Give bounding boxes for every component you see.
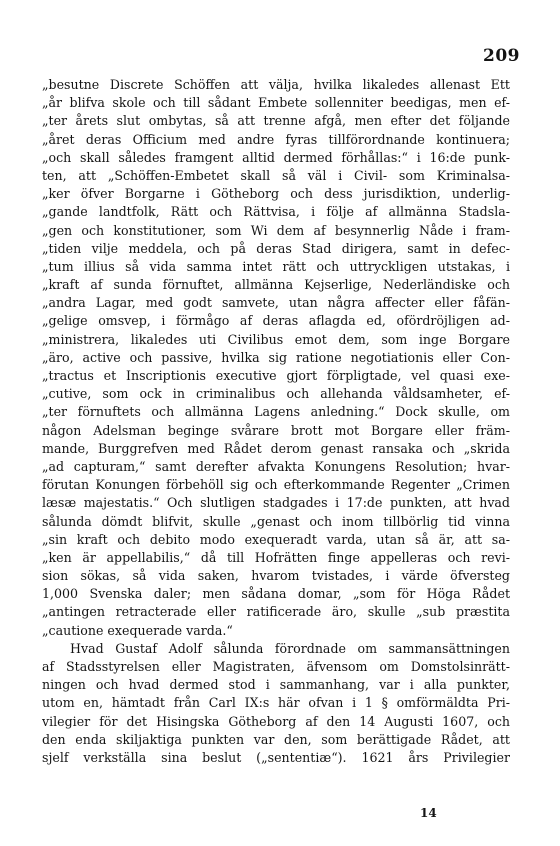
- text-line: „ministrera, likaledes uti Civilibus emot dem, som inge Borgare: [42, 331, 510, 347]
- text-line: „andra Lagar, med godt samvete, utan några affecter eller fåfän-: [42, 295, 510, 311]
- text-line: 1,000 Svenska daler; men sådana domar, „som för Höga Rådet: [42, 586, 510, 602]
- text-line: vilegier för det Hisingska Götheborg af den 14 Augusti 1607, och: [42, 713, 510, 729]
- text-line: „cautione exequerade varda.“: [42, 622, 233, 638]
- body-text: [42, 76, 510, 767]
- text-line: af Stadsstyrelsen eller Magistraten, äfvensom om Domstolsinrätt-: [42, 659, 510, 674]
- text-line: „tum illius så vida samma intet rätt och uttryckligen utstakas, i: [42, 258, 510, 274]
- text-line: „och skall således framgent alltid dermed förhållas:“ i 16:de punk-: [42, 149, 510, 165]
- text-line: Hvad Gustaf Adolf sålunda förordnade om sammansättningen: [70, 640, 510, 656]
- text-line: „ter förnuftets och allmänna Lagens anledning.“ Dock skulle, om: [42, 404, 510, 420]
- text-line: mande, Burggrefven med Rådet derom genast ransaka och „skrida: [42, 440, 510, 456]
- text-line: „tractus et Inscriptionis executive gjort förpligtade, vel quasi exe-: [42, 368, 510, 383]
- text-line: förutan Konungen förbehöll sig och efterkommande Regenter „Crimen: [42, 477, 510, 493]
- text-line: „år blifva skole och till sådant Embete sollenniter beedigas, men ef-: [42, 95, 510, 111]
- text-line: „ken är appellabilis,“ då till Hofrätten finge appelleras och revi-: [42, 549, 510, 565]
- text-line: „gen och konstitutioner, som Wi dem af besynnerlig Nåde i fram-: [42, 222, 510, 238]
- text-line: den enda skiljaktiga punkten var den, som berättigade Rådet, att: [42, 731, 510, 747]
- text-line: „äro, active och passive, hvilka sig ratione negotiationis eller Con-: [42, 349, 510, 365]
- text-line: „ad capturam,“ samt derefter afvakta Konungens Resolution; hvar-: [42, 458, 510, 474]
- signature-mark: 14: [420, 806, 437, 820]
- text-line: „ker öfver Borgarne i Götheborg och dess jurisdiktion, underlig-: [42, 186, 510, 202]
- text-line: „cutive, som ock in criminalibus och allehanda våldsamheter, ef-: [42, 386, 510, 402]
- text-line: sjelf verkställa sina beslut („sententiæ“). 1621 års Privilegier: [42, 749, 510, 765]
- text-line: „ter årets slut ombytas, så att trenne afgå, men efter det följande: [42, 113, 510, 129]
- text-line: „tiden vilje meddela, och på deras Stad dirigera, samt in defec-: [42, 240, 510, 256]
- text-line: „gelige omsvep, i förmågo af deras aflagda ed, ofördröjligen ad-: [42, 313, 510, 329]
- text-line: „besutne Discrete Schöffen att välja, hvilka likaledes allenast Ett: [42, 77, 510, 92]
- text-line: „gande landtfolk, Rätt och Rättvisa, i följe af allmänna Stadsla-: [42, 204, 510, 220]
- text-line: sålunda dömdt blifvit, skulle „genast och inom tillbörlig tid vinna: [42, 513, 510, 529]
- text-line: „kraft af sunda förnuftet, allmänna Kejserlige, Nederländiske och: [42, 277, 510, 293]
- text-line: læsæ majestatis.“ Och slutligen stadgades i 17:de punkten, att hvad: [42, 495, 510, 511]
- text-line: „året deras Officium med andre fyras tillförordnande kontinuera;: [42, 131, 510, 147]
- text-line: ningen och hvad dermed stod i sammanhang, var i alla punkter,: [42, 677, 510, 693]
- text-line: någon Adelsman beginge svårare brott mot Borgare eller främ-: [42, 422, 510, 438]
- text-line: „sin kraft och debito modo exequeradt varda, utan så är, att sa-: [42, 531, 510, 547]
- page-number: 209: [483, 46, 520, 66]
- text-line: ten, att „Schöffen-Embetet skall så väl i Civil- som Kriminalsa-: [42, 167, 510, 183]
- text-line: utom en, hämtadt från Carl IX:s här ofvan i 1 § omförmäldta Pri-: [42, 695, 510, 711]
- text-line: sion sökas, så vida saken, hvarom tvistades, i värde öfversteg: [42, 568, 510, 584]
- text-line: „antingen retracterade eller ratificerade äro, skulle „sub præstita: [42, 604, 510, 620]
